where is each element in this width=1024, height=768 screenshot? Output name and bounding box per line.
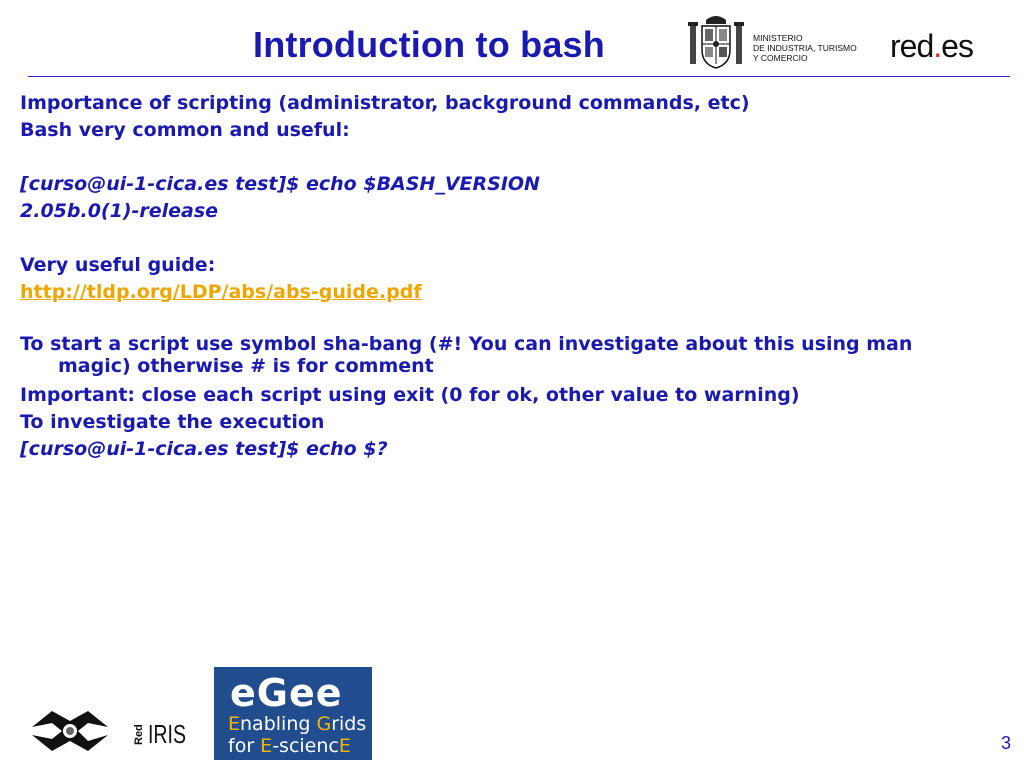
rediris-logo: [30, 705, 190, 755]
command-output-version: 2.05b.0(1)-release: [20, 200, 219, 222]
spacer: [20, 306, 980, 333]
egee-tagline-1: [228, 713, 366, 735]
egee-t2c: -scienc: [272, 735, 339, 757]
egee-t2d: E: [338, 735, 351, 757]
redes-logo-red: red: [890, 28, 934, 64]
egee-t1d: rids: [331, 713, 367, 735]
rediris-red: Red: [133, 724, 145, 745]
egee-t2b: E: [260, 735, 273, 757]
rediris-iris: IRIS: [148, 719, 186, 749]
egee-t1b: nabling: [240, 713, 317, 735]
egee-logo: [214, 667, 372, 760]
egee-wordmark-text: eGee: [230, 671, 343, 715]
egee-wordmark: [230, 673, 343, 713]
ministry-name: MINISTERIO DE INDUSTRIA, TURISMO Y COMERCIO: [753, 33, 857, 63]
spacer: [20, 144, 980, 171]
rediris-emblem-icon: [32, 711, 108, 751]
guide-link[interactable]: http://tldp.org/LDP/abs/abs-guide.pdf: [20, 281, 422, 303]
shabang-text-2: magic) otherwise # is for comment: [58, 355, 434, 377]
command-echo-status: [curso@ui-1-cica.es test]$ echo $?: [20, 438, 388, 460]
command-bash-version: [curso@ui-1-cica.es test]$ echo $BASH_VERSION: [20, 173, 540, 195]
body-line-bash-common: Bash very common and useful:: [20, 119, 350, 141]
spacer: [20, 225, 980, 252]
body-line-investigate: To investigate the execution: [20, 411, 325, 433]
spain-coat-of-arms-icon: [688, 12, 744, 70]
egee-t2a: for: [228, 735, 261, 757]
egee-tagline-2: [228, 735, 351, 757]
body-line-scripting: Importance of scripting (administrator, background commands, etc): [20, 92, 750, 114]
page-number: 3: [1001, 733, 1012, 753]
redes-logo: [890, 28, 973, 65]
body-line-shabang: [20, 333, 980, 382]
shabang-text-1: To start a script use symbol sha-bang (#! You can investigate about this using man: [20, 333, 913, 355]
egee-t1c: G: [316, 713, 332, 735]
redes-logo-dot: .: [933, 28, 942, 64]
egee-t1a: E: [228, 713, 241, 735]
guide-label: Very useful guide:: [20, 254, 216, 276]
slide-title: Introduction to bash: [253, 24, 605, 65]
body-line-exit: Important: close each script using exit (0 for ok, other value to warning): [20, 384, 800, 406]
title-divider: [28, 76, 1010, 77]
redes-logo-es: es: [941, 28, 973, 64]
slide-body: [20, 90, 980, 463]
